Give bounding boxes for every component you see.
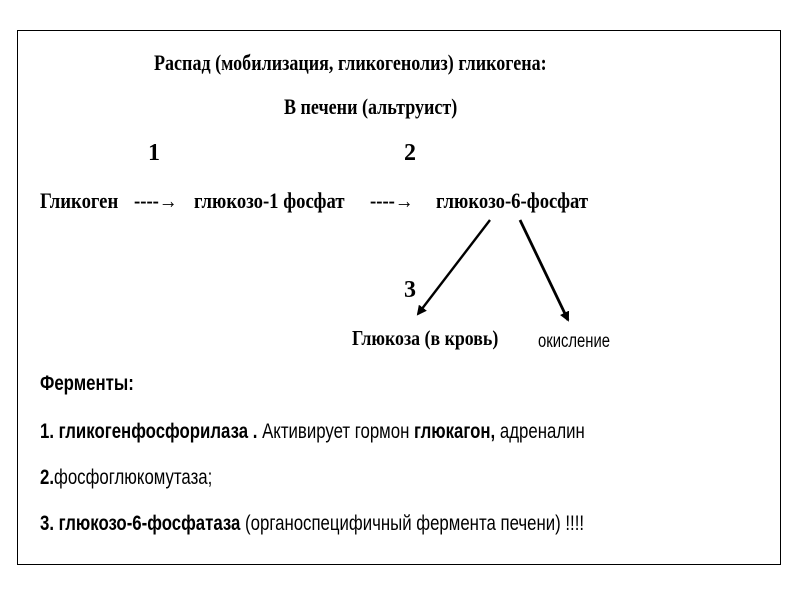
enzyme-3-line	[40, 512, 584, 536]
glucose-6-phosphate-label: глюкозо-6-фосфат	[436, 188, 589, 213]
enzyme-2-text: фосфоглюкомутаза;	[54, 466, 213, 489]
oxidation-label: окисление	[538, 331, 611, 352]
enzyme-3-text: (органоспецифичный фермента печени) !!!!	[240, 512, 585, 535]
glucose-to-blood-label: Глюкоза (в кровь)	[352, 326, 499, 350]
arrow-to-glucose	[418, 220, 490, 314]
enzyme-1-text-b: адреналин	[495, 420, 585, 443]
enzyme-3-name: 3. глюкозо-6-фосфатаза	[40, 512, 241, 535]
glucose-1-phosphate-label: глюкозо-1 фосфат	[194, 188, 345, 213]
step-3-label: 3	[404, 277, 416, 303]
enzyme-1-hormone: глюкагон,	[414, 420, 496, 443]
enzyme-1-text-a: Активирует гормон	[257, 420, 415, 443]
arrow-1: ----→	[134, 188, 178, 213]
arrow-to-oxidation	[520, 220, 568, 320]
enzyme-2-line	[40, 466, 212, 490]
title-line-2: В печени (альтруист)	[284, 94, 458, 119]
enzymes-heading: Ферменты:	[40, 372, 134, 395]
enzyme-1-name: 1. гликогенфосфорилаза .	[40, 420, 258, 443]
step-1-label: 1	[148, 140, 160, 166]
enzyme-2-name: 2.	[40, 466, 55, 489]
title-line-1: Распад (мобилизация, гликогенолиз) гликогена:	[154, 50, 547, 75]
step-2-label: 2	[404, 140, 416, 166]
arrow-2: ----→	[370, 188, 414, 213]
enzyme-1-line	[40, 420, 585, 444]
glycogen-label: Гликоген	[40, 188, 119, 213]
